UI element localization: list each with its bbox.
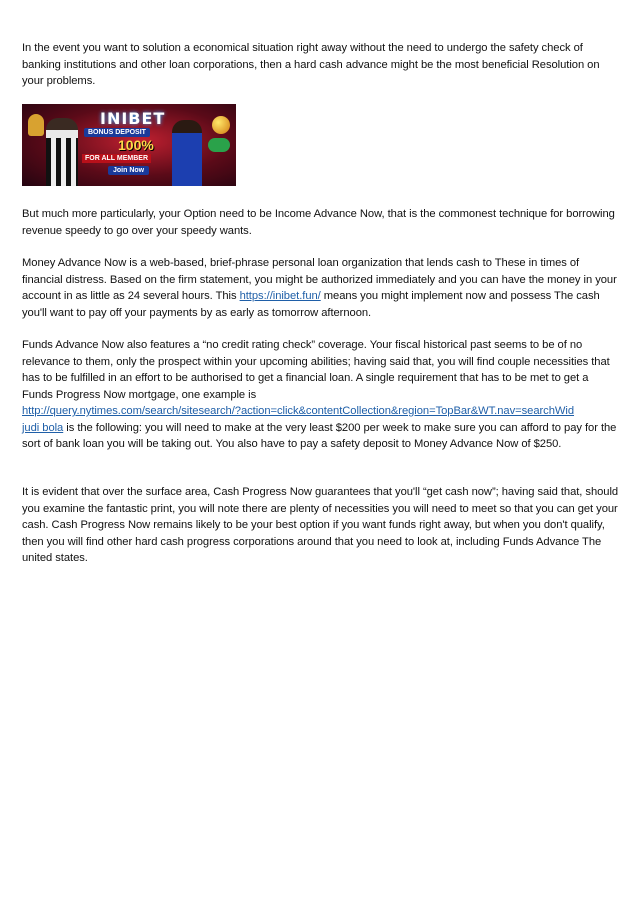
paragraph-5-text: It is evident that over the surface area, Cash Progress Now guarantees that you'll “get cash now”; having said that, should you examine the fantastic print, you will note there are plenty of necessities you will need to meet so that you can get your cash. Cash Progress Now remains likely to be your best option if you want funds right away, but when you don't qualify, then you will find other hard cash progress corporations around that you need to look at, including Funds Advance The united states. [22,486,619,564]
paragraph-2-text: But much more particularly, your Option need to be Income Advance Now, that is the commonest technique for borrowing revenue speedy to go over your speedy wants. [22,208,615,237]
paragraph-3-before: Money Advance Now is a web-based, brief-phrase personal loan organization that lends cash to These in times of financial distress. Based on the firm statement, you might be authorized immediately and you can have the money in your account in as little as 24 several hours. This [22,257,617,302]
judi-bola-link[interactable]: judi bola [22,421,64,434]
banner-member-label: FOR ALL MEMBER [82,154,151,163]
nytimes-link[interactable]: http://query.nytimes.com/search/sitesearch/?action=click&contentCollection&region=TopBar&WT.nav=searchWid [22,405,575,417]
paragraph-3-text [22,255,622,321]
banner-bonus-label: BONUS DEPOSIT [84,128,150,137]
player-right-figure [172,120,202,186]
paragraph-4-after: is the following: you will need to make at the very least $200 per week to make sure you can afford to pay for the sort of bank loan you will be taking out. You also have to pay a safety deposit to Money Advance Now of $250. [22,421,617,450]
paragraph-3 [22,255,622,321]
paragraph-2 [22,206,622,239]
player-left-figure [46,118,78,186]
paragraph-4-link-line [22,403,622,420]
trophy-icon [28,114,44,136]
banner-join-button[interactable]: Join Now [108,166,149,175]
paragraph-4-rest [22,420,622,453]
paragraph-4-text: Funds Advance Now also features a “no credit rating check” coverage. Your fiscal historical past seems to be of no relevance to them, only the prospect within your upcoming abilities; having said that, you will find couple necessities that has to be fulfilled in an effort to be authorised to get a financial loan. A single requirement that has to be met to get a Funds Progress Now mortgage, one example is [22,339,610,401]
paragraph-1-text: In the event you want to solution a economical situation right away without the need to undergo the safety check of banking institutions and other loan corporations, then a hard cash advance might be the most beneficial Resolution on your problems. [22,42,600,87]
paragraph-3-after: means you might implement now and possess The cash you'll want to pay off your payments by as early as tomorrow afternoon. [22,290,600,319]
clover-icon [208,138,230,152]
coin-icon [212,116,230,134]
paragraph-5 [22,484,622,567]
inibet-banner-image[interactable] [22,104,236,186]
banner-percent: 100% [118,137,154,153]
paragraph-4 [22,337,622,453]
inibet-link[interactable]: https://inibet.fun/ [239,290,321,302]
paragraph-intro [22,40,622,90]
banner-logo: INIBET [100,109,166,128]
